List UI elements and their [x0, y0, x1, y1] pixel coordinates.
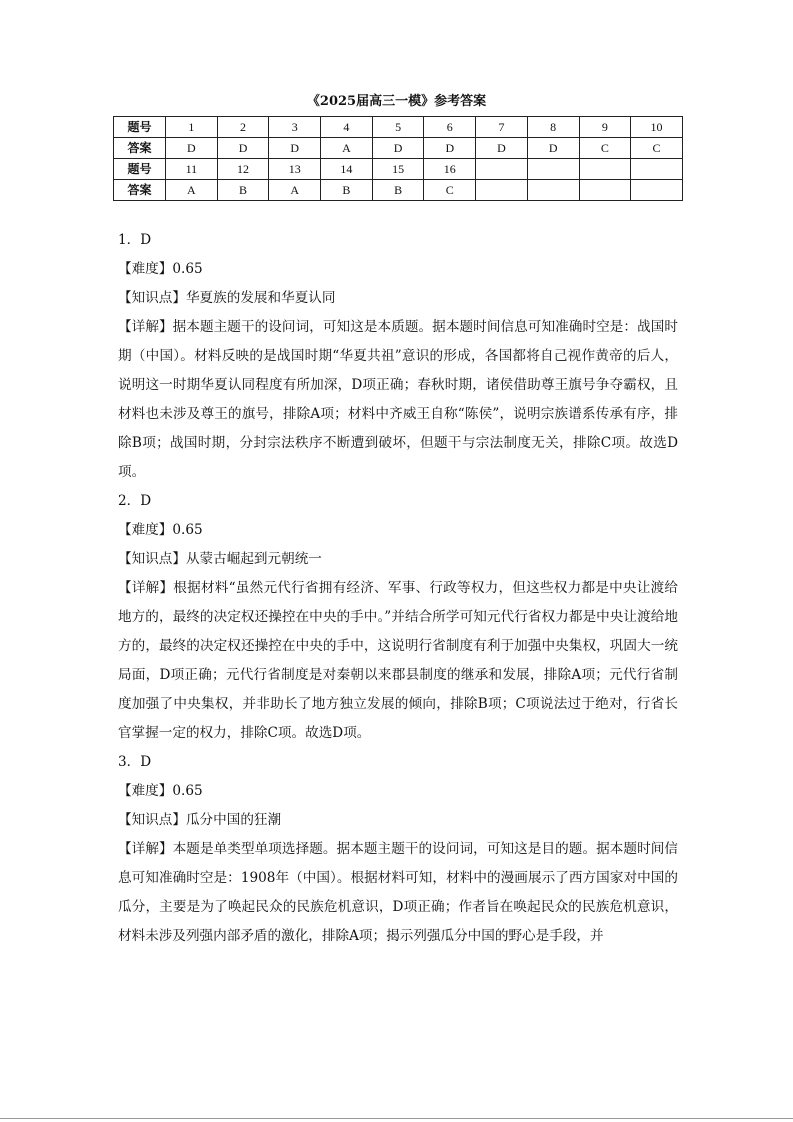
table-cell: 9 — [579, 117, 631, 138]
table-cell: C — [579, 138, 631, 159]
row-header: 答案 — [114, 138, 166, 159]
table-cell: 10 — [631, 117, 683, 138]
table-cell: 11 — [166, 159, 218, 180]
row-header: 题号 — [114, 117, 166, 138]
answer-explanations — [118, 226, 678, 951]
detailed-explanation: 【详解】本题是单类型单项选择题。据本题主题干的设问词，可知这是目的题。据本题时间信息可知准确时空是：1908年（中国）。根据材料可知，材料中的漫画展示了西方国家对中国的瓜分，主要是为了唤起民众的民族危机意识，D项正确；作者旨在唤起民众的民族危机意识，材料未涉及列强内部矛盾的激化，排除A项；揭示列强瓜分中国的野心是手段，并 — [118, 841, 678, 944]
table-cell: B — [372, 180, 424, 201]
table-row — [114, 138, 683, 159]
table-row — [114, 180, 683, 201]
table-cell: A — [166, 180, 218, 201]
table-cell: 6 — [424, 117, 476, 138]
table-cell: 5 — [372, 117, 424, 138]
table-cell: B — [217, 180, 269, 201]
table-cell: A — [269, 180, 321, 201]
knowledge-point: 【知识点】瓜分中国的狂潮 — [118, 812, 282, 828]
table-cell: 1 — [166, 117, 218, 138]
table-cell: 8 — [527, 117, 579, 138]
table-cell: C — [424, 180, 476, 201]
table-cell — [579, 159, 631, 180]
table-cell: D — [476, 138, 528, 159]
table-cell: 3 — [269, 117, 321, 138]
table-cell — [527, 180, 579, 201]
table-cell — [631, 159, 683, 180]
table-cell: 13 — [269, 159, 321, 180]
table-cell: 16 — [424, 159, 476, 180]
table-cell — [476, 159, 528, 180]
table-cell: 14 — [321, 159, 373, 180]
table-cell — [476, 180, 528, 201]
detailed-explanation: 【详解】根据材料“虽然元代行省拥有经济、军事、行政等权力，但这些权力都是中央让渡给地方的，最终的决定权还操控在中央的手中。”并结合所学可知元代行省权力都是中央让渡给地方的，最终的决定权还操控在中央的手中，这说明行省制度有利于加强中央集权，巩固大一统局面，D项正确；元代行省制度是对秦朝以来郡县制度的继承和发展，排除A项；元代行省制度加强了中央集权，并非助长了地方独立发展的倾向，排除B项；C项说法过于绝对，行省长官掌握一定的权力，排除C项。故选D项。 — [118, 580, 678, 741]
table-cell: 15 — [372, 159, 424, 180]
knowledge-point: 【知识点】从蒙古崛起到元朝统一 — [118, 551, 322, 567]
knowledge-point: 【知识点】华夏族的发展和华夏认同 — [118, 290, 336, 306]
question-number: 1．D — [118, 232, 152, 248]
page-bottom-divider — [0, 1118, 793, 1119]
table-cell: D — [269, 138, 321, 159]
row-header: 答案 — [114, 180, 166, 201]
table-cell — [631, 180, 683, 201]
table-cell: D — [166, 138, 218, 159]
table-cell — [579, 180, 631, 201]
table-cell: 7 — [476, 117, 528, 138]
detailed-explanation: 【详解】据本题主题干的设问词，可知这是本质题。据本题时间信息可知准确时空是：战国时期（中国）。材料反映的是战国时期“华夏共祖”意识的形成，各国都将自己视作黄帝的后人，说明这一时期华夏认同程度有所加深，D项正确；春秋时期，诸侯借助尊王旗号争夺霸权，且材料也未涉及尊王的旗号，排除A项；材料中齐威王自称“陈侯”，说明宗族谱系传承有序，排除B项；战国时期，分封宗法秩序不断遭到破坏，但题干与宗法制度无关，排除C项。故选D项。 — [118, 319, 678, 480]
table-cell: D — [372, 138, 424, 159]
row-header: 题号 — [114, 159, 166, 180]
difficulty: 【难度】0.65 — [118, 522, 203, 538]
table-cell: 2 — [217, 117, 269, 138]
table-cell: B — [321, 180, 373, 201]
table-cell — [527, 159, 579, 180]
question-number: 3．D — [118, 754, 152, 770]
table-cell: D — [217, 138, 269, 159]
table-cell: D — [527, 138, 579, 159]
difficulty: 【难度】0.65 — [118, 783, 203, 799]
table-cell: A — [321, 138, 373, 159]
difficulty: 【难度】0.65 — [118, 261, 203, 277]
page-title: 《2025届高三一模》参考答案 — [306, 94, 487, 109]
table-cell: 4 — [321, 117, 373, 138]
table-cell: 12 — [217, 159, 269, 180]
table-cell: C — [631, 138, 683, 159]
answer-table — [113, 116, 683, 201]
question-number: 2．D — [118, 493, 152, 509]
table-cell: D — [424, 138, 476, 159]
table-row — [114, 117, 683, 138]
table-row — [114, 159, 683, 180]
